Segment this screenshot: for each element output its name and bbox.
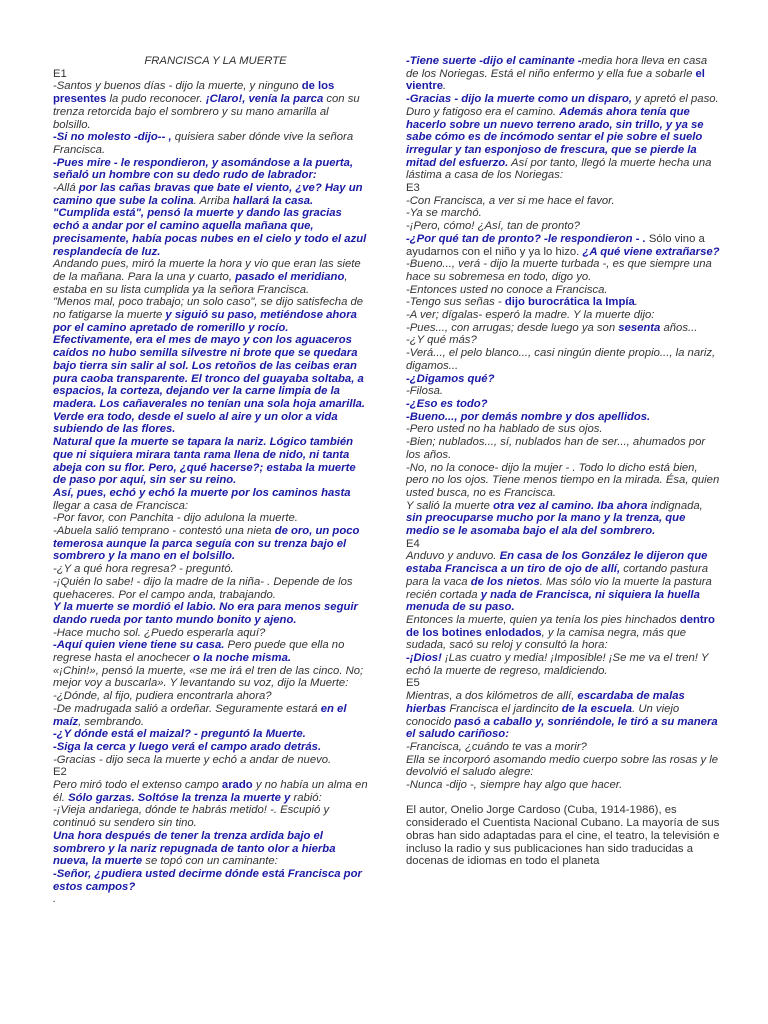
text-run: -Santos y buenos días - dijo la muerte, y ninguno — [53, 80, 302, 93]
text-run: -Bien; nublados..., sí, nublados han de ser..., ahumados por los años. — [406, 436, 706, 461]
text-run: "Menos mal, poco trabajo; un solo caso", se dijo satisfecha de no fatigarse la muerte — [53, 296, 364, 322]
paragraph — [53, 804, 368, 829]
text-run: -Hace mucho sol. ¿Puedo esperarla aquí? — [53, 626, 266, 639]
paragraph — [406, 741, 720, 754]
highlighted-text-run: escardaba de malas hierbas — [406, 690, 685, 715]
highlighted-text-run: arado — [221, 779, 253, 792]
highlighted-text-run: -¿Digamos qué? — [406, 372, 495, 385]
highlighted-text-run: -Pues mire - le respondieron, y asomándose a la puerta, señaló un hombre con su dedo rudo de labrador: — [53, 156, 354, 182]
paragraph — [406, 195, 720, 208]
paragraph — [406, 690, 720, 741]
section-label: E5 — [406, 677, 420, 690]
paragraph — [53, 893, 368, 906]
text-run: -Gracias - dijo seca la muerte y echó a andar de nuevo. — [53, 753, 332, 766]
paragraph — [406, 106, 720, 182]
paragraph — [406, 93, 720, 106]
text-run: Y salió la muerte — [406, 499, 494, 512]
text-run: Entonces la muerte, quien ya tenía los pies hinchados — [406, 613, 680, 626]
text-run: quisiera saber dónde vive la señora Francisca. — [53, 131, 354, 156]
paragraph — [406, 334, 720, 347]
text-run: , estaba en su lista cumplida ya la señora Francisca. — [53, 270, 348, 296]
paragraph — [406, 373, 720, 386]
paragraph — [53, 728, 368, 741]
paragraph — [406, 462, 720, 500]
text-run: Ella se incorporó asomando medio cuerpo sobre las rosas y le devolvió el saludo alegre: — [406, 753, 719, 779]
text-run: -Tengo sus señas - — [406, 296, 505, 309]
highlighted-text-run: -Siga la cerca y luego verá el campo arado detrás. — [53, 740, 322, 753]
text-run: Pero miró todo el extenso campo — [53, 779, 222, 792]
paragraph — [53, 601, 368, 626]
highlighted-text-run: de los presentes — [53, 80, 335, 106]
paragraph — [53, 207, 368, 258]
right-column — [406, 55, 720, 868]
section-label: E2 — [53, 766, 67, 779]
text-run: y apretó el paso. — [632, 93, 719, 106]
paragraph — [406, 233, 720, 258]
text-run: con su trenza retorcida bajo el sombrero y su mano amarilla al bolsillo. — [53, 93, 360, 131]
highlighted-text-run: Sólo garzas. Soltóse la trenza la muerte y — [68, 791, 291, 804]
paragraph — [406, 296, 720, 309]
paragraph — [406, 614, 720, 652]
highlighted-text-run: ¿A qué viene extrañarse? — [582, 245, 720, 258]
section-label: E1 — [53, 67, 67, 80]
text-run: -Verá..., el pelo blanco..., casi ningún diente propio..., la nariz, digamos... — [406, 347, 716, 372]
paragraph — [53, 512, 368, 525]
text-run: . — [53, 893, 57, 906]
highlighted-text-run: Y la muerte se mordió el labio. No era para menos seguir dando rueda por tanto mundo bonito y ajeno. — [53, 601, 358, 626]
text-run: -¿Y a qué hora regresa? - preguntó. — [53, 563, 234, 576]
paragraph — [53, 525, 368, 563]
text-run: rabió: — [290, 791, 322, 804]
paragraph — [406, 220, 720, 233]
highlighted-text-run: o la noche misma. — [193, 652, 291, 665]
section-label: E4 — [406, 537, 420, 550]
highlighted-text-run: Además ahora tenía que hacerlo sobre un nuevo terreno arado, sin trillo, y ya se sabe cómo es de incómodo sentar el pie sobre el suelo irregular y tan esponjoso de frescura, que se pierde la mitad del esfuerzo. — [406, 105, 704, 169]
text-run: -No, no la conoce- dijo la mujer - . Todo lo dicho está bien, pero no los ojos. Tiene menos tiempo en la mirada. Ésa, quien usted busca, no es Francisca. — [406, 461, 720, 499]
paragraph — [406, 284, 720, 297]
highlighted-text-run: -Bueno..., por demás nombre y dos apellidos. — [406, 410, 651, 423]
text-run: . Mas sólo vio la muerte la pastura recién cortada — [406, 575, 712, 601]
text-run: -Filosa. — [406, 385, 444, 398]
text-run: -A ver; dígalas- esperó la madre. Y la muerte dijo: — [406, 309, 655, 322]
highlighted-text-run: sin preocuparse mucho por la mano y la trenza, que medio se le asomaba bajo el ala del sombrero. — [406, 512, 686, 538]
paragraph — [53, 157, 368, 182]
highlighted-text-run: y nada de Francisca, ni siquiera la huella menuda de su paso. — [406, 588, 700, 614]
highlighted-text-run: Así, pues, echó y echó la muerte por los caminos hasta — [53, 486, 351, 499]
text-run: ¡Las cuatro y media! ¡Imposible! ¡Se me va el tren! Y echó la muerte de regreso, maldiciendo. — [406, 652, 709, 677]
highlighted-text-run: Natural que la muerte se tapara la nariz. Lógico también que ni siquiera mirara tanta rama llena de nido, ni tanta abeja con su flor. Pero, ¿qué hacerse?; estaba la muerte de paso por aquí, sin ser su reino. — [53, 436, 356, 487]
text-run: indignada, — [647, 499, 703, 512]
highlighted-text-run: y siguió su paso, metiéndose ahora por el camino apretado de romerillo y rocío. Efectivamente, era el mes de mayo y con los aguaceros caídos no hubo semilla silvestre ni brote que se quedara bajo tierra sin salir al sol. Los retoños de las ceibas eran pura caoba transparente. El tronco del guayaba soltaba, a espacios, la corteza, dejando ver la carne limpia de la madera. Los cañaverales no tenían una sola hoja amarilla. Verde era todo, desde el suelo al aire y un olor a vida subiendo de las flores. — [53, 309, 366, 436]
text-run: Sólo vino a ayudarnos con el niño y ya lo hizo. — [406, 232, 705, 258]
text-run: , sembrando. — [78, 715, 145, 728]
text-run: Pero puede que ella no regrese hasta el anochecer — [53, 639, 345, 665]
highlighted-text-run: ¡Claro!, venía la parca — [205, 93, 324, 106]
text-run: -Pero usted no ha hablado de sus ojos. — [406, 423, 603, 436]
paragraph — [406, 55, 720, 93]
highlighted-text-run: -Si no molesto -dijo-- , — [53, 131, 175, 144]
text-run: -¡Pero, cómo! ¿Así, tan de pronto? — [406, 220, 580, 233]
text-run: El autor, Onelio Jorge Cardoso (Cuba, 1914-1986), es considerado el Cuentista Nacional Cubano. La mayoría de sus obras han sido adaptadas para el cine, el teatro, la televisión e incluso la radio y sus publicaciones han sido traducidas a docenas de idiomas en todo el planeta — [406, 804, 720, 868]
text-run: -Ya se marchó. — [406, 207, 482, 220]
text-run: -¿Dónde, al fijo, pudiera encontrarla ahora? — [53, 690, 272, 703]
paragraph — [53, 296, 368, 436]
text-run: Mientras, a dos kilómetros de allí, — [406, 690, 578, 703]
text-run: -Pues..., con arrugas; desde luego ya son — [406, 321, 619, 334]
paragraph — [53, 627, 368, 640]
text-run: -Allá — [53, 182, 79, 195]
text-run: años... — [660, 321, 698, 334]
paragraph — [53, 741, 368, 754]
highlighted-text-run: -¿Eso es todo? — [406, 397, 488, 410]
paragraph — [53, 639, 368, 664]
paragraph — [53, 563, 368, 576]
highlighted-text-run: -Tiene suerte -dijo el caminante - — [406, 55, 582, 67]
highlighted-text-run: "Cumplida está", pensó la muerte y dando las gracias echó a andar por el camino aquella mañana que, precisamente, había pocas nubes en el cielo y todo el azul resplandecía de luz. — [53, 207, 367, 258]
highlighted-text-run: el vientre — [406, 67, 705, 93]
text-run: Francisca el jardincito — [446, 702, 562, 715]
text-run: . — [634, 296, 638, 309]
paragraph — [406, 436, 720, 461]
paragraph — [406, 309, 720, 322]
text-run: -Nunca -dijo -, siempre hay algo que hacer. — [406, 779, 623, 792]
highlighted-text-run: de oro, un poco temerosa aunque la parca seguía con su trenza bajo el sombrero y la mano en el bolsillo. — [53, 525, 360, 563]
paragraph — [406, 550, 720, 614]
paragraph — [406, 423, 720, 436]
paragraph — [53, 576, 368, 601]
highlighted-text-run: pasó a caballo y, sonriéndole, le tiró a su manera el saludo cariñoso: — [406, 715, 718, 741]
paragraph — [406, 779, 720, 792]
paragraph — [406, 385, 720, 398]
text-run: -Bueno..., verá - dijo la muerte turbada -, es que siempre una hace su sobremesa en todo, digo yo. — [406, 258, 712, 283]
paragraph — [53, 703, 368, 728]
text-run: la pudo reconocer. — [106, 93, 206, 106]
paragraph — [406, 652, 720, 677]
highlighted-text-run: por las cañas bravas que bate el viento, ¿ve? Hay un camino que sube la colina — [53, 182, 363, 207]
left-column — [53, 55, 368, 906]
text-run: media hora lleva en casa de los Noriegas. Está el niño enfermo y ella fue a sobarle — [406, 55, 708, 80]
paragraph — [406, 347, 720, 372]
paragraph — [406, 258, 720, 283]
highlighted-text-run: En casa de los González le dijeron que estaba Francisca a un tiro de ojo de allí, — [406, 550, 708, 576]
text-run: se topó con un caminante: — [142, 855, 278, 868]
text-run: . Un viejo conocido — [406, 702, 680, 728]
paragraph — [53, 131, 368, 156]
paragraph — [53, 258, 368, 296]
text-run: Así por tanto, llegó la muerte hecha una lástima a casa de los Noriegas: — [406, 156, 712, 182]
paragraph-spacer — [406, 792, 720, 805]
paragraph — [406, 500, 720, 538]
text-run: . Arriba — [193, 194, 233, 207]
section-label: E3 — [406, 182, 420, 195]
highlighted-text-run: -¿Y dónde está el maizal? - preguntó la Muerte. — [53, 728, 306, 741]
text-run: -¡Quién lo sabe! - dijo la madre de la niña- . Depende de los quehaceres. Por el campo anda, trabajando. — [53, 575, 353, 601]
highlighted-text-run: dijo burocrática la Impía — [504, 296, 635, 309]
text-run: . — [443, 80, 447, 93]
text-run: cortando pastura para la vaca — [406, 563, 709, 588]
text-run: -¿Y qué más? — [406, 334, 477, 347]
paragraph — [406, 411, 720, 424]
text-run: llegar a casa de Francisca: — [53, 499, 189, 512]
text-run: -Entonces usted no conoce a Francisca. — [406, 283, 608, 296]
highlighted-text-run: -Gracias - dijo la muerte como un disparo, — [406, 93, 632, 106]
text-run: Duro y fatigoso era el camino. — [406, 105, 560, 118]
highlighted-text-run: pasado el meridiano — [235, 270, 345, 283]
highlighted-text-run: -¿Por qué tan de pronto? -le respondieron - . — [406, 232, 649, 245]
paragraph — [406, 754, 720, 779]
paragraph — [53, 690, 368, 703]
paragraph — [53, 487, 368, 512]
highlighted-text-run: -Aquí quien viene tiene su casa. — [53, 639, 225, 652]
paragraph — [53, 830, 368, 868]
highlighted-text-run: otra vez al camino. Iba ahora — [493, 499, 648, 512]
highlighted-text-run: -¡Dios! — [406, 652, 442, 665]
left-column-body — [53, 68, 368, 906]
text-run: -Abuela salió temprano - contestó una nieta — [53, 525, 275, 538]
highlighted-text-run: -Señor, ¿pudiera usted decirme dónde está Francisca por estos campos? — [53, 868, 362, 893]
story-title: FRANCISCA Y LA MUERTE — [144, 55, 287, 67]
text-run: -¡Vieja andariega, dónde te habrás metido! -. Escupió y continuó su sendero sin tino. — [53, 804, 330, 830]
highlighted-text-run: de la escuela — [561, 702, 633, 715]
paragraph — [53, 754, 368, 767]
paragraph — [53, 436, 368, 487]
text-run: -Con Francisca, a ver si me hace el favor. — [406, 194, 615, 207]
paragraph — [53, 779, 368, 804]
right-column-body — [406, 55, 720, 868]
text-run: -Por favor, con Panchita - dijo adulona la muerte. — [53, 512, 298, 525]
highlighted-text-run: sesenta — [618, 321, 661, 334]
paragraph — [53, 182, 368, 207]
text-run: «¡Chin!», pensó la muerte, «se me irá el tren de las cinco. No; mejor voy a buscarla». Y levantando su voz, dijo la Muerte: — [53, 664, 364, 690]
text-run: y no había un alma en él. — [53, 779, 368, 804]
text-run: Anduvo y anduvo. — [406, 550, 500, 563]
highlighted-text-run: de los nietos — [470, 575, 540, 588]
text-run: Andando pues, miró la muerte la hora y vio que eran las siete de la mañana. Para la una y cuarto, — [53, 258, 361, 283]
paragraph — [406, 804, 720, 868]
highlighted-text-run: hallará la casa. — [232, 194, 314, 207]
highlighted-text-run: dentro de los botines enlodados — [406, 613, 715, 639]
text-run: -De madrugada salió a ordeñar. Seguramente estará — [53, 702, 321, 715]
text-run: -Francisca, ¿cuándo te vas a morir? — [406, 740, 587, 753]
paragraph — [406, 322, 720, 335]
paragraph — [406, 207, 720, 220]
paragraph — [53, 80, 368, 131]
paragraph — [406, 398, 720, 411]
highlighted-text-run: Una hora después de tener la trenza ardida bajo el sombrero y la nariz repugnada de tanto olor a hierba nueva, la muerte — [53, 829, 336, 868]
text-run: , y la camisa negra, más que sudada, sacó su reloj y consultó la hora: — [406, 626, 687, 652]
highlighted-text-run: en el maíz — [53, 702, 347, 728]
paragraph — [53, 665, 368, 690]
paragraph — [53, 868, 368, 893]
